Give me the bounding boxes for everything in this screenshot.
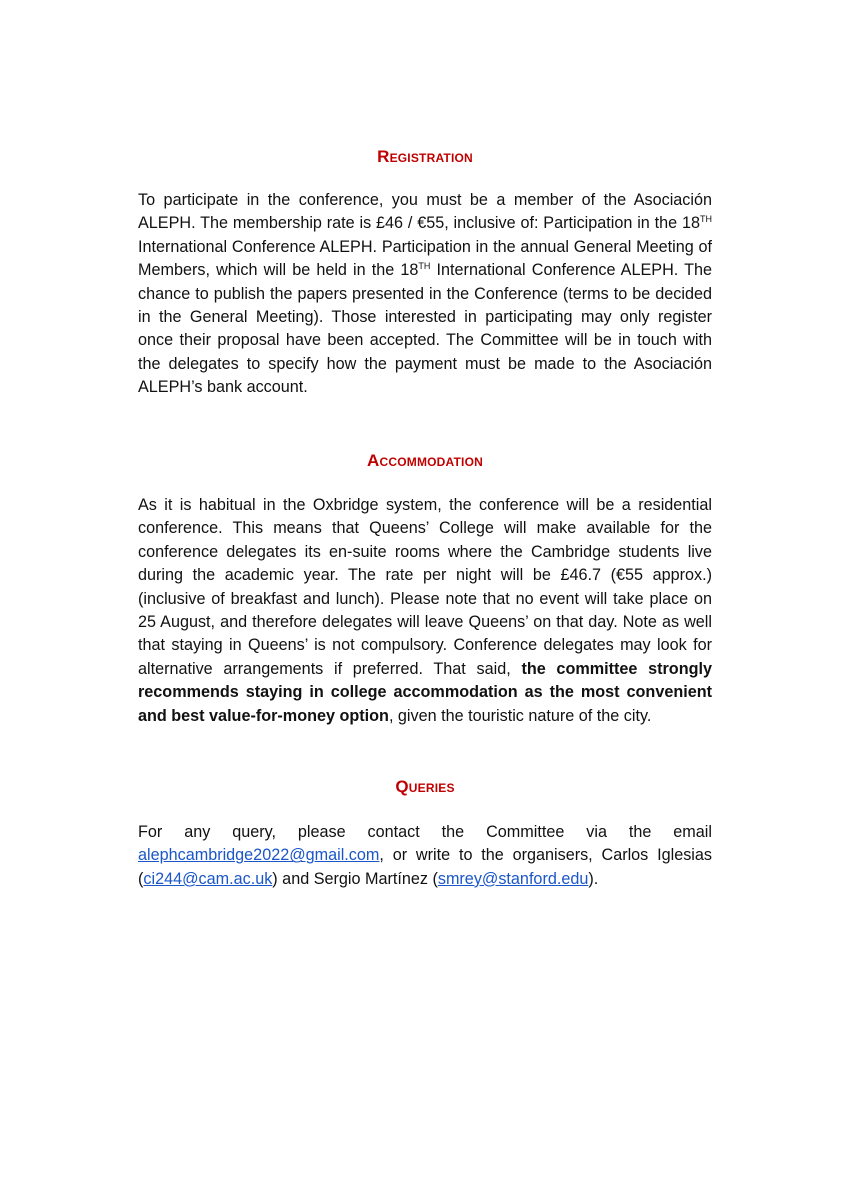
accommodation-heading: Accommodation — [367, 451, 483, 470]
registration-superscript-1: TH — [700, 214, 712, 225]
accommodation-text-1: As it is habitual in the Oxbridge system, the conference will be a residential conference. This means that Queens’ College will make available for the conference delegates its en-suite rooms where the Cambridge students live during the academic year. The rate per night will be £46.7 (€55 approx.) (inclusive of breakfast and lunch). Please note that no event will take place on 25 August, and therefore delegates will leave Queens’ on that day. Note as well that staying in Queens’ is not compulsory. Conference delegates may look for alternative arrangements if preferred. That said, — [138, 496, 712, 678]
accommodation-paragraph — [138, 494, 712, 728]
registration-superscript-2: TH — [418, 261, 431, 272]
sergio-email-link[interactable]: smrey@stanford.edu — [437, 869, 589, 888]
registration-text-2: International Conference ALEPH. Participation in the annual General Meeting of Members, which will be held in the 18 — [138, 237, 712, 280]
queries-text-3: ) and Sergio Martínez ( — [272, 869, 438, 888]
queries-text-2: , or write to the organisers, Carlos Iglesias ( — [138, 846, 712, 888]
queries-paragraph — [138, 821, 712, 891]
carlos-email-link[interactable]: ci244@cam.ac.uk — [143, 869, 273, 888]
registration-paragraph — [138, 189, 712, 400]
queries-text-1: For any query, please contact the Committee via the email — [138, 823, 712, 841]
registration-heading: Registration — [377, 147, 473, 166]
registration-text-1: To participate in the conference, you must be a member of the Asociación ALEPH. The membership rate is £46 / €55, inclusive of: Participation in the 18 — [138, 191, 712, 233]
accommodation-recommendation: the committee strongly recommends staying in college accommodation as the most convenient and best value-for-money option — [138, 659, 712, 725]
accommodation-text-2: , given the touristic nature of the city. — [388, 706, 652, 725]
committee-email-link[interactable]: alephcambridge2022@gmail.com — [138, 846, 380, 865]
registration-text-3: International Conference ALEPH. The chance to publish the papers presented in the Conference (terms to be decided in the General Meeting). Those interested in participating may only register once their proposal have been accepted. The Committee will be in touch with the delegates to specify how the payment must be made to the Asociación ALEPH’s bank account. — [138, 261, 712, 397]
queries-text-4: ). — [588, 869, 599, 888]
queries-heading: Queries — [395, 777, 455, 796]
